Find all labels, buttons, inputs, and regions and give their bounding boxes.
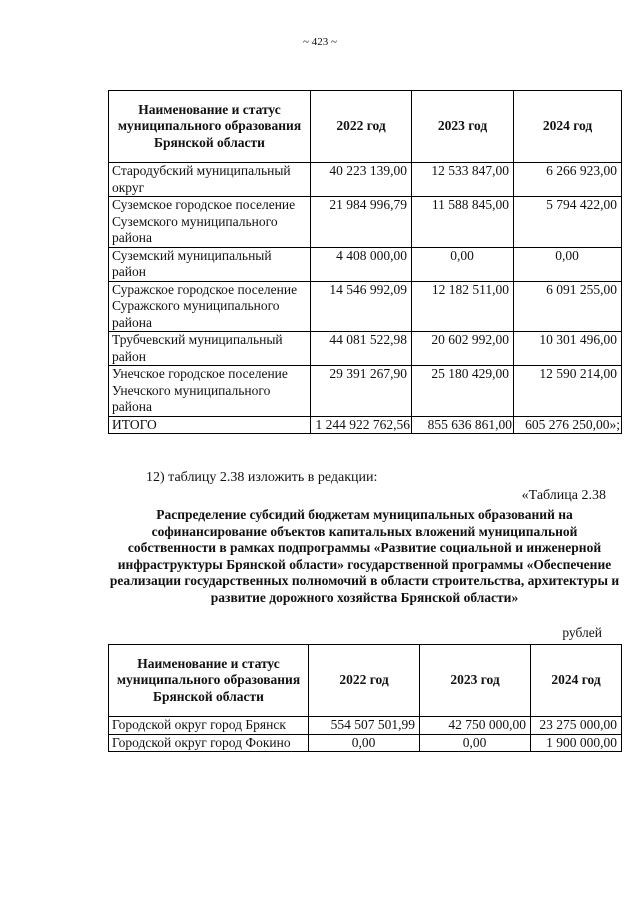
- cell-2024: 1 900 000,00: [531, 734, 622, 752]
- header-municipality: Наименование и статус муниципального образования Брянской области: [109, 91, 311, 163]
- header-2022: 2022 год: [309, 645, 420, 717]
- cell-municipality: Унечское городское поселение Унечского муниципального района: [109, 366, 311, 417]
- cell-2022: 0,00: [309, 734, 420, 752]
- cell-2023: 0,00: [420, 734, 531, 752]
- cell-municipality: Суземский муниципальный район: [109, 247, 311, 281]
- cell-municipality: Стародубский муниципальный округ: [109, 163, 311, 197]
- cell-municipality: Трубчевский муниципальный район: [109, 332, 311, 366]
- header-2023: 2023 год: [420, 645, 531, 717]
- table-header-row: [109, 645, 622, 717]
- table-total-row: [109, 416, 622, 433]
- header-2024: 2024 год: [514, 91, 622, 163]
- table-row: [109, 247, 622, 281]
- total-label: ИТОГО: [109, 416, 311, 433]
- header-municipality: Наименование и статус муниципального образования Брянской области: [109, 645, 309, 717]
- cell-2024: 12 590 214,00: [514, 366, 622, 417]
- cell-2022: 14 546 992,09: [311, 281, 412, 332]
- amendment-item-text: 12) таблицу 2.38 изложить в редакции:: [146, 470, 378, 485]
- cell-2024: 0,00: [514, 247, 622, 281]
- table-row: [109, 734, 622, 752]
- cell-2022: 44 081 522,98: [311, 332, 412, 366]
- cell-2023: 20 602 992,00: [412, 332, 514, 366]
- table-row: [109, 366, 622, 417]
- table-caption: «Таблица 2.38: [521, 488, 606, 503]
- cell-2022: 40 223 139,00: [311, 163, 412, 197]
- cell-2023: 12 182 511,00: [412, 281, 514, 332]
- table-row: [109, 717, 622, 735]
- cell-2024: 23 275 000,00: [531, 717, 622, 735]
- total-2024: 605 276 250,00»;: [514, 416, 622, 433]
- cell-municipality: Суражское городское поселение Суражского муниципального района: [109, 281, 311, 332]
- table-title: Распределение субсидий бюджетам муниципальных образований на софинансирование объектов капитальных вложений муниципальной собственности в рамках подпрограммы «Развитие социальной и инженерной инфраструктуры Брянской области» государственной программы «Обеспечение реализации государственных полномочий в области строительства, архитектуры и развитие дорожного хозяйства Брянской области»: [109, 507, 620, 605]
- total-2022: 1 244 922 762,56: [311, 416, 412, 433]
- table-row: [109, 197, 622, 248]
- table-row: [109, 332, 622, 366]
- cell-municipality: Суземское городское поселение Суземского муниципального района: [109, 197, 311, 248]
- subsidy-table-continued: [108, 90, 622, 434]
- cell-municipality: Городской округ город Брянск: [109, 717, 309, 735]
- header-2024: 2024 год: [531, 645, 622, 717]
- cell-2023: 12 533 847,00: [412, 163, 514, 197]
- cell-2023: 11 588 845,00: [412, 197, 514, 248]
- cell-2022: 4 408 000,00: [311, 247, 412, 281]
- cell-2024: 6 091 255,00: [514, 281, 622, 332]
- cell-2023: 0,00: [412, 247, 514, 281]
- subsidy-table-2-38: [108, 644, 622, 752]
- header-2022: 2022 год: [311, 91, 412, 163]
- header-2023: 2023 год: [412, 91, 514, 163]
- cell-2023: 42 750 000,00: [420, 717, 531, 735]
- table-header-row: [109, 91, 622, 163]
- cell-2022: 554 507 501,99: [309, 717, 420, 735]
- cell-2022: 29 391 267,90: [311, 366, 412, 417]
- cell-municipality: Городской округ город Фокино: [109, 734, 309, 752]
- units-label: рублей: [562, 625, 602, 640]
- table-row: [109, 163, 622, 197]
- cell-2024: 10 301 496,00: [514, 332, 622, 366]
- total-2023: 855 636 861,00: [412, 416, 514, 433]
- cell-2024: 5 794 422,00: [514, 197, 622, 248]
- cell-2022: 21 984 996,79: [311, 197, 412, 248]
- cell-2023: 25 180 429,00: [412, 366, 514, 417]
- table-row: [109, 281, 622, 332]
- cell-2024: 6 266 923,00: [514, 163, 622, 197]
- page-number: ~ 423 ~: [303, 36, 337, 48]
